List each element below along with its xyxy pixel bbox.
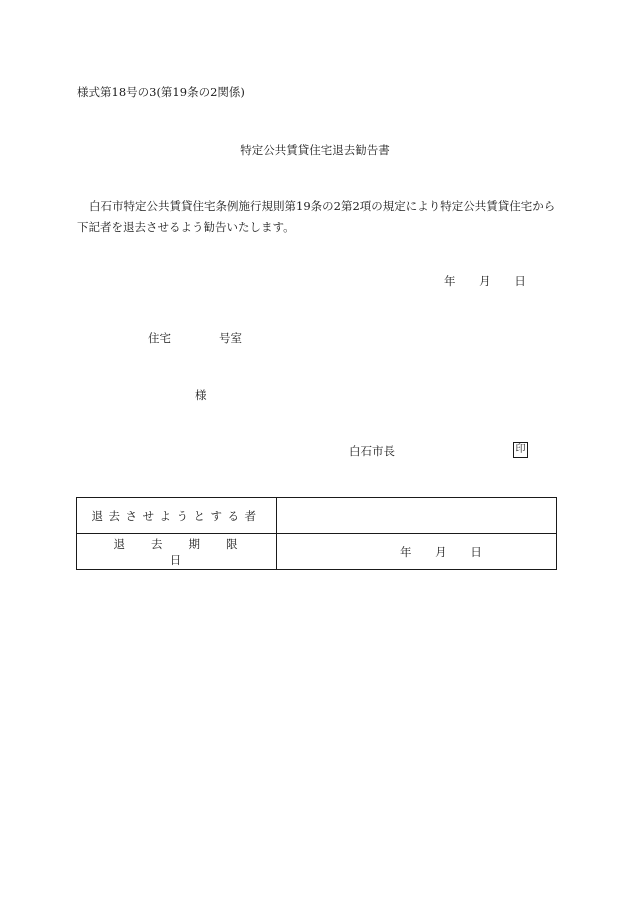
month-label: 月: [479, 274, 491, 288]
issuer-title: 白石市長: [349, 444, 395, 458]
seal-mark: 印: [513, 442, 528, 458]
addressee-honorific: 様: [195, 388, 207, 402]
deadline-day-label: 日: [470, 544, 482, 559]
evictee-label: 退去させようとする者: [77, 498, 277, 534]
day-label: 日: [514, 274, 526, 288]
year-label: 年: [444, 274, 456, 288]
deadline-label: 退去期限日: [77, 534, 277, 570]
body-text: 白石市特定公共賃貸住宅条例施行規則第19条の2第2項の規定により特定公共賃貸住宅から下記者を退去させるよう勧告いたします。: [77, 199, 556, 234]
issue-date: [444, 273, 526, 289]
housing-label: 住宅: [148, 331, 171, 345]
evictee-value: [277, 498, 557, 534]
table-row-deadline: [77, 534, 557, 570]
info-table: [76, 497, 557, 570]
deadline-value: [277, 534, 557, 570]
table-row-evictee: [77, 498, 557, 534]
deadline-year-label: 年: [400, 544, 412, 559]
room-number-label: 号室: [219, 331, 242, 345]
document-title: 特定公共賃貸住宅退去勧告書: [240, 143, 390, 157]
form-number: 様式第18号の3(第19条の2関係): [77, 85, 245, 99]
deadline-month-label: 月: [435, 544, 447, 559]
